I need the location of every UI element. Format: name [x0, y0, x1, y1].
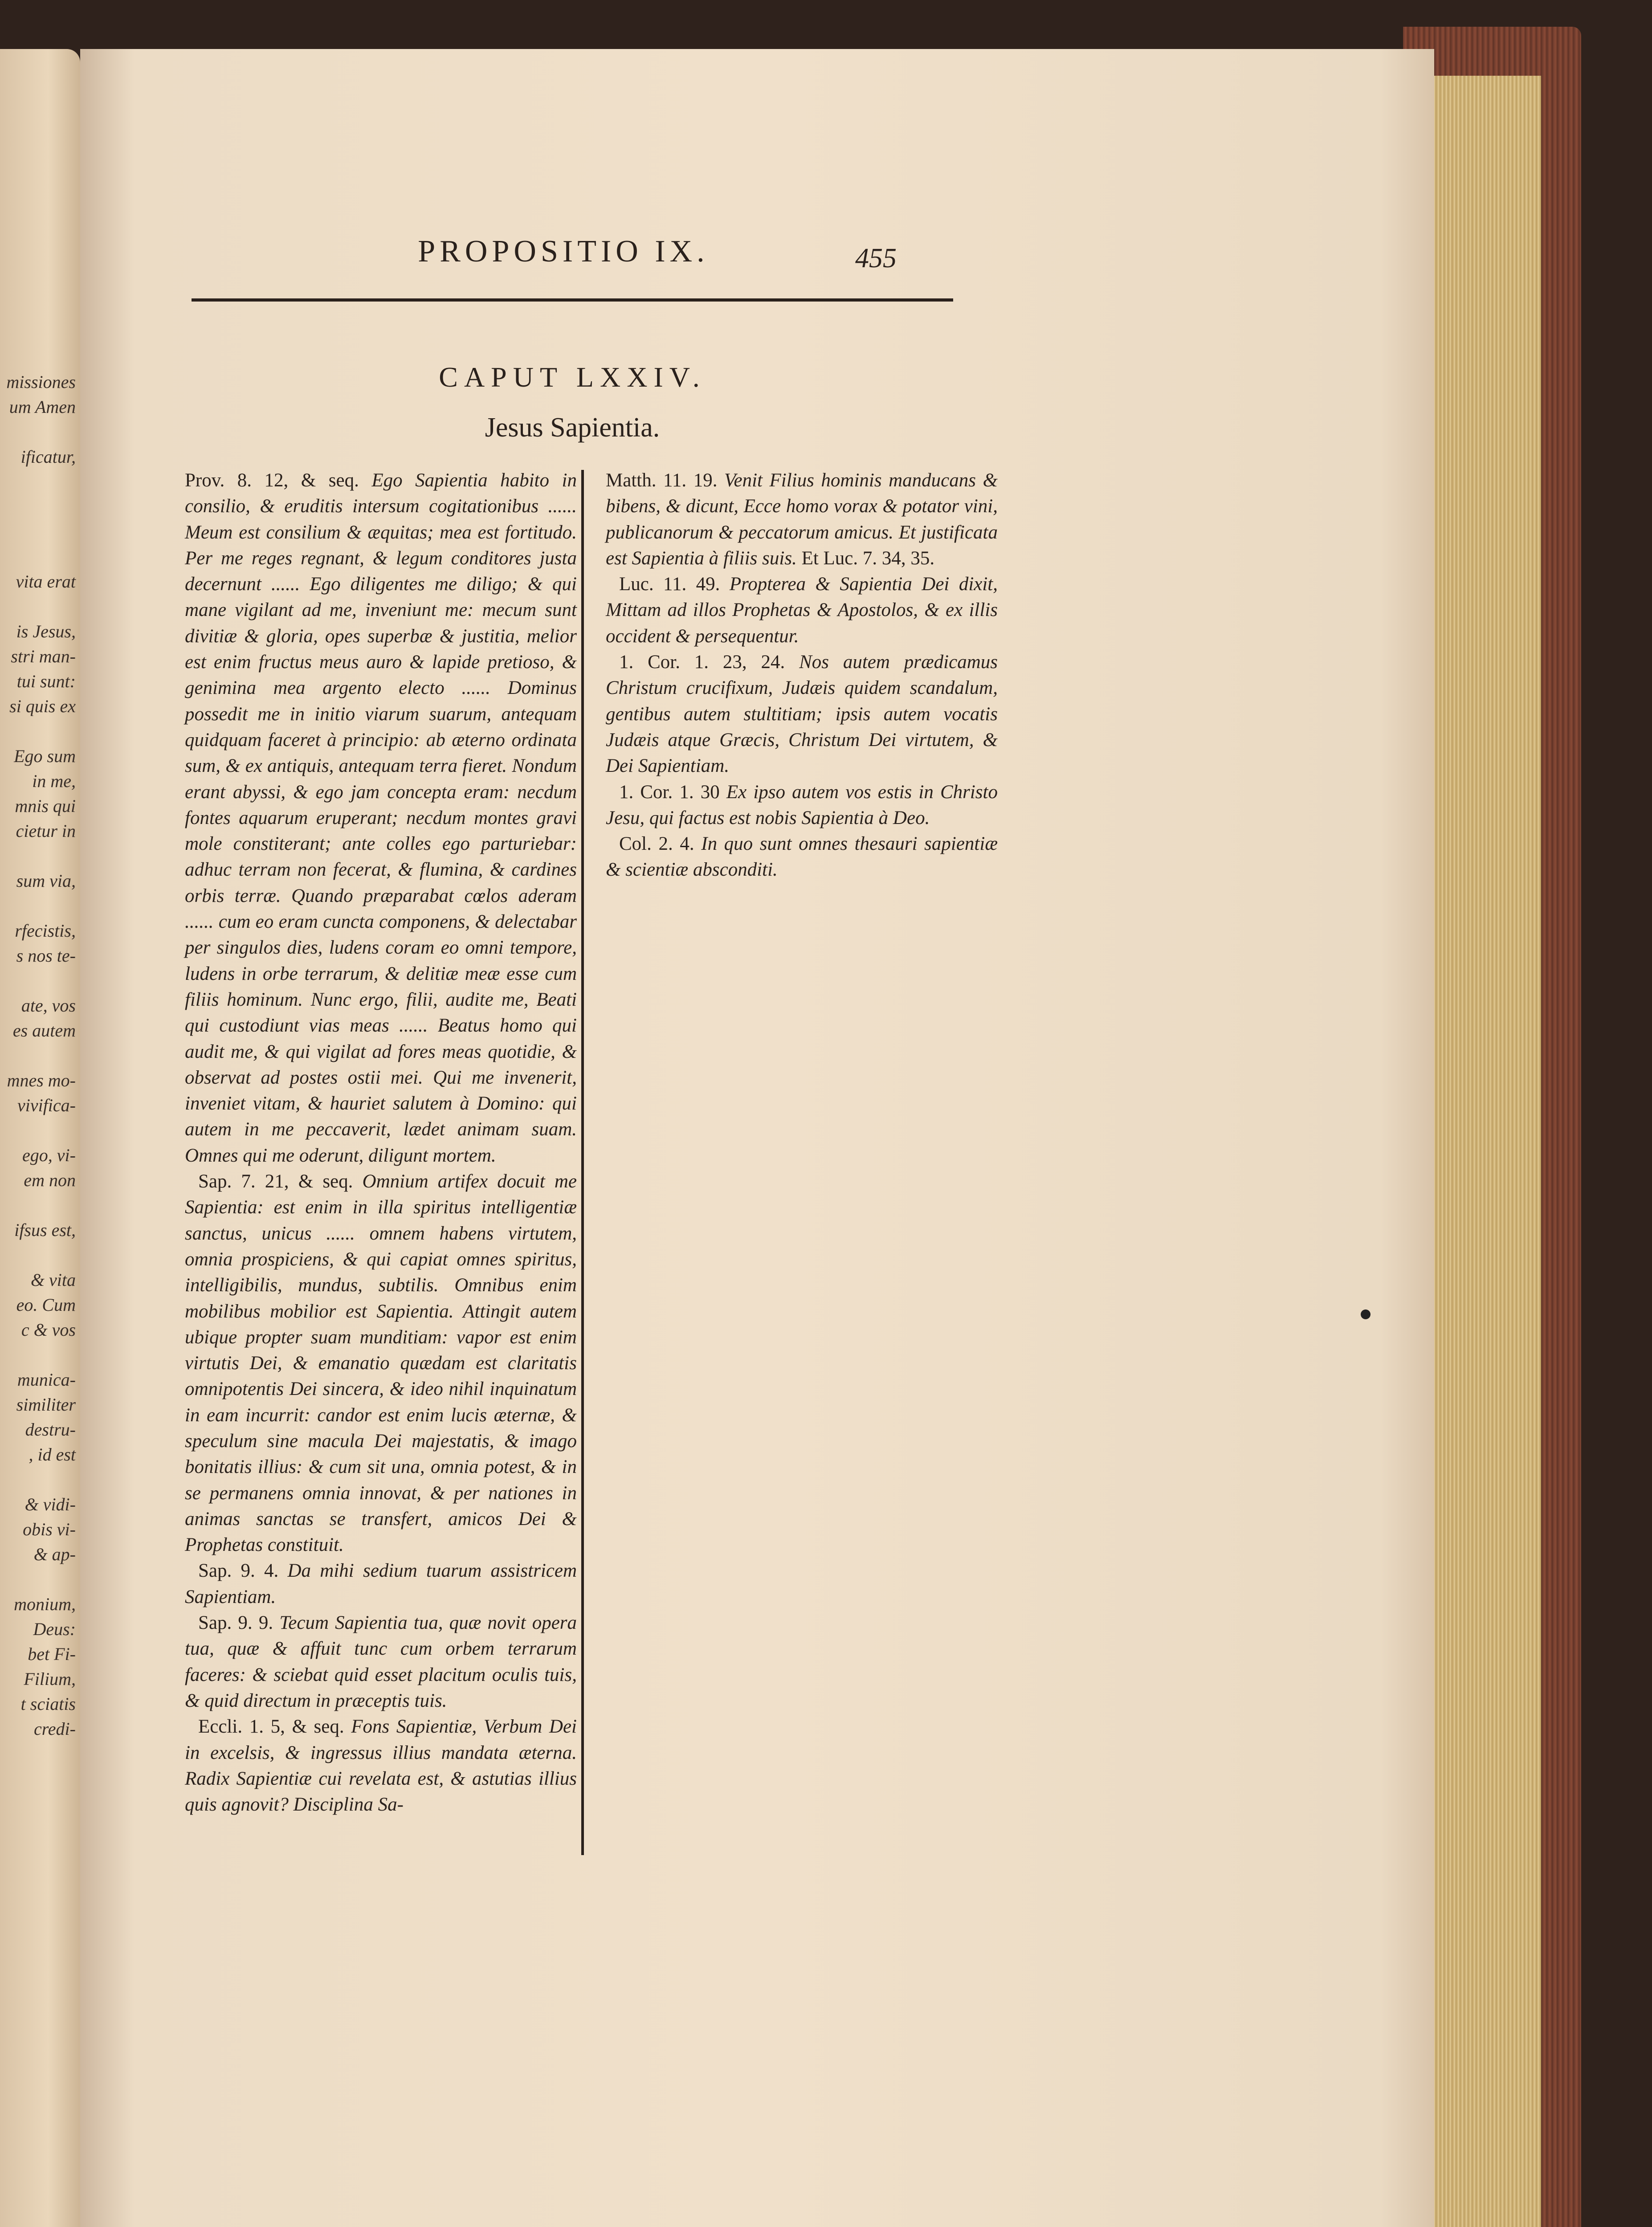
left-page-fragment-line: um Amen: [9, 397, 76, 417]
left-page-fragment-line: cietur in: [16, 821, 76, 841]
passage: [606, 779, 998, 832]
left-page-fragment-line: [0, 1567, 76, 1592]
left-page-fragment-line: s nos te-: [16, 946, 76, 966]
left-page-fragment-line: & vita: [30, 1270, 76, 1290]
scripture-reference: Col. 2. 4.: [619, 833, 694, 855]
left-page-fragment-line: mnes mo-: [7, 1070, 76, 1090]
ink-spot: [1361, 1309, 1371, 1319]
left-page-fragment-line: monium,: [14, 1594, 76, 1614]
passage: [185, 1169, 577, 1558]
passage: [185, 1610, 577, 1714]
scripture-reference: Matth. 11. 19.: [606, 470, 718, 491]
left-page-fragment-line: vita erat: [16, 571, 76, 591]
passage-text: Venit Filius hominis manducans & bibens, & dicunt, Ecce homo vorax & potator vini, publicanorum & peccatorum amicus. Et justificata est Sapientia à filiis suis.: [606, 470, 998, 569]
left-page-fragment-line: [0, 1118, 76, 1143]
chapter-subtitle: Jesus Sapientia.: [485, 412, 660, 443]
passage-text: In quo sunt omnes thesauri sapientiæ & scientiæ absconditi.: [606, 833, 998, 881]
left-page-fragment-line: em non: [24, 1170, 76, 1190]
left-page-fragment-line: munica-: [17, 1370, 76, 1390]
left-page-fragment-line: [0, 1243, 76, 1268]
left-page-fragment-line: & ap-: [33, 1544, 76, 1564]
passage-text: Da mihi sedium tuarum assistricem Sapientiam.: [185, 1560, 577, 1607]
left-page-fragment-line: ego, vi-: [22, 1145, 76, 1165]
passage: [606, 831, 998, 883]
passage-text: Tecum Sapientia tua, quæ novit opera tua, quæ & affuit tunc cum orbem terrarum faceres: & sciebat quid esset placitum oculis tuis, & quid directum in præceptis tuis.: [185, 1612, 577, 1711]
left-page-fragment-line: destru-: [25, 1419, 76, 1440]
scripture-reference: 1. Cor. 1. 23, 24.: [619, 652, 785, 673]
left-page-fragment-line: [0, 844, 76, 869]
passage: [606, 571, 998, 649]
left-page-fragment-line: [0, 1467, 76, 1492]
left-page-fragment-line: & vidi-: [24, 1494, 76, 1514]
left-page: [0, 49, 80, 2227]
left-page-fragment-line: vivifica-: [17, 1095, 76, 1115]
scripture-reference-secondary: Et Luc. 7. 34, 35.: [801, 547, 935, 569]
passage-text: Ego Sapientia habito in consilio, & eruditis intersum cogitationibus ...... Meum est consilium & æquitas; mea est fortitudo. Per me reges regnant, & legum conditores justa decernunt ...... Ego diligentes me diligo; & qui mane vigilant ad me, inveniunt me: mecum sunt divitiæ & gloria, opes superbæ & justitia, melior est enim fructus meus auro & lapide pretioso, & genimina mea argento electo ...... Dominus possedit me in initio viarum suarum, antequam quidquam faceret à principio: ab æterno ordinata sum, & ex antiquis, antequam terra fieret. Nondum erant abyssi, & ego jam concepta eram: necdum fontes aquarum eruperant; necdum montes gravi mole constiterant; ante colles ego parturiebar: adhuc terram non fecerat, & flumina, & cardines orbis terræ. Quando præparabat cœlos aderam ...... cum eo eram cuncta componens, & delectabar per singulos dies, ludens coram eo omni tempore, ludens in orbe terrarum, & delitiæ meæ esse cum filiis hominum. Nunc ergo, filii, audite me, Beati qui custodiunt vias meas ...... Beatus homo qui audit me, & qui vigilat ad fores meas quotidie, & observat ad postes ostii mei. Qui me invenerit, inveniet vitam, & hauriet salutem à Domino: qui autem in me peccaverit, lædet animam suam. Omnes qui me oderunt, diligunt mortem.: [185, 470, 577, 1166]
passage: [185, 1714, 577, 1818]
left-page-fragment-line: bet Fi-: [28, 1644, 76, 1664]
scripture-reference: 1. Cor. 1. 30: [619, 781, 720, 803]
left-page-fragment-line: similiter: [16, 1395, 76, 1415]
left-page-fragment-line: is Jesus,: [16, 621, 76, 641]
left-page-fragment-line: tui sunt:: [16, 671, 76, 691]
scripture-reference: Sap. 9. 4.: [198, 1560, 279, 1582]
left-page-fragment-line: es autem: [12, 1020, 76, 1040]
left-page-fragment-line: credi-: [33, 1719, 76, 1739]
left-page-fragment-line: [0, 1193, 76, 1218]
chapter-title: CAPUT LXXIV.: [439, 361, 706, 393]
left-page-fragment-line: missiones: [6, 372, 76, 392]
passage: [606, 468, 998, 571]
left-page-fragment-line: [0, 544, 76, 569]
left-page-fragment-line: eo. Cum: [16, 1295, 76, 1315]
left-page-fragment-line: [0, 719, 76, 744]
left-page-fragment-line: c & vos: [21, 1320, 76, 1340]
scripture-reference: Sap. 7. 21, & seq.: [198, 1171, 353, 1192]
left-page-fragment-line: [0, 494, 76, 519]
left-page-fragment-line: ificatur,: [20, 447, 76, 467]
left-page-fragment-line: in me,: [32, 771, 76, 791]
passage-text: Nos autem prædicamus Christum crucifixum, Judæis quidem scandalum, gentibus autem stultitiam; ipsis autem vocatis Judæis atque Græcis, Christum Dei virtutem, & Dei Sapientiam.: [606, 652, 998, 777]
left-page-fragment-line: mnis qui: [15, 796, 76, 816]
scripture-reference: Eccli. 1. 5, & seq.: [198, 1716, 344, 1738]
left-page-fragment-line: [0, 420, 76, 445]
left-page-fragment-line: si quis ex: [9, 696, 76, 716]
left-page-fragment-line: t sciatis: [20, 1694, 76, 1714]
scripture-reference: Prov. 8. 12, & seq.: [185, 470, 359, 491]
left-page-fragment-line: obis vi-: [23, 1519, 76, 1539]
left-page-fragment-line: [0, 968, 76, 993]
running-head: PROPOSITIO IX.: [418, 234, 709, 269]
left-column: [185, 468, 577, 1818]
left-page-fragment-line: ate, vos: [21, 995, 76, 1016]
left-page-fragment-line: [0, 519, 76, 544]
left-page-fragment-line: , id est: [29, 1444, 76, 1464]
left-page-fragment-line: sum via,: [16, 871, 76, 891]
left-page-fragment-line: stri man-: [11, 646, 76, 666]
left-page-fragment-line: [0, 469, 76, 494]
passage-text: Ex ipso autem vos estis in Christo Jesu, qui factus est nobis Sapientia à Deo.: [606, 781, 998, 828]
right-column: [606, 468, 998, 883]
scripture-reference: Luc. 11. 49.: [619, 574, 720, 595]
left-page-fragment-line: rfecistis,: [15, 921, 76, 941]
left-page-fragment-line: [0, 1043, 76, 1068]
left-page-fragment-line: Deus:: [33, 1619, 76, 1639]
left-page-fragments: [0, 370, 80, 1742]
header-rule: [192, 298, 953, 302]
passage-text: Fons Sapientiæ, Verbum Dei in excelsis, & ingressus illius mandata æterna. Radix Sapientiæ cui revelata est, & astutias illius quis agnovit? Disciplina Sa-: [185, 1716, 577, 1815]
passage: [185, 468, 577, 1169]
passage-text: Omnium artifex docuit me Sapientia: est enim in illa spiritus intelligentiæ sanctus, unicus ...... omnem habens virtutem, omnia prospiciens, & qui capiat omnes spiritus, intelligibilis, mundus, subtilis. Omnibus enim mobilibus mobilior est Sapientia. Attingit autem ubique propter suam munditiam: vapor est enim virtutis Dei, & emanatio quædam est claritatis omnipotentis Dei sincera, & ideo nihil inquinatum in eam incurrit: candor est enim lucis æternæ, & speculum sine macula Dei majestatis, & imago bonitatis illius: & cum sit una, omnia potest, & in se permanens omnia innovat, & per nationes in animas sanctas se transfert, amicos Dei & Prophetas constituit.: [185, 1171, 577, 1556]
scripture-reference: Sap. 9. 9.: [198, 1612, 273, 1634]
passage-text: Propterea & Sapientia Dei dixit, Mittam ad illos Prophetas & Apostolos, & ex illis occident & persequentur.: [606, 574, 998, 647]
left-page-fragment-line: [0, 893, 76, 918]
left-page-fragment-line: [0, 1342, 76, 1367]
page-block-edge: [1425, 76, 1541, 2227]
passage: [606, 649, 998, 779]
left-page-fragment-line: ifsus est,: [14, 1220, 76, 1240]
left-page-fragment-line: [0, 594, 76, 619]
page-number: 455: [855, 243, 897, 273]
column-rule: [581, 470, 584, 1855]
left-page-fragment-line: Ego sum: [14, 746, 76, 766]
left-page-fragment-line: Filium,: [24, 1669, 76, 1689]
passage: [185, 1558, 577, 1610]
